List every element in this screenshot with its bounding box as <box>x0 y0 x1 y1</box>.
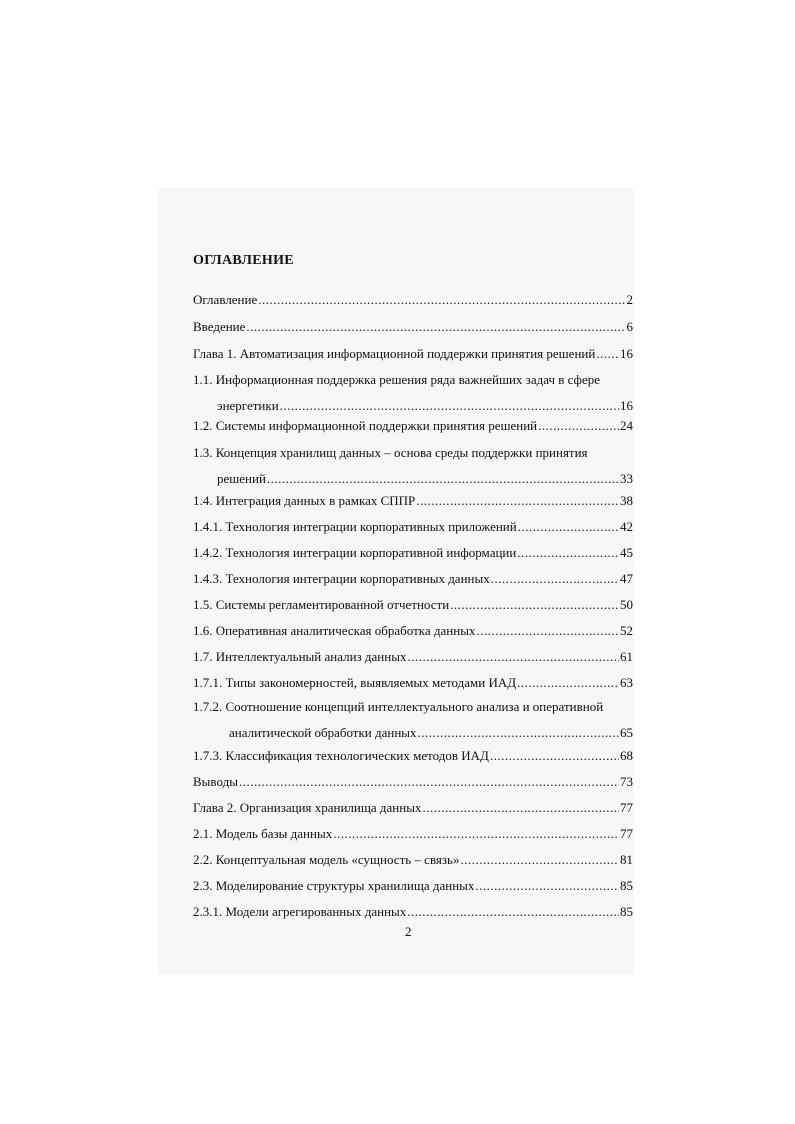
toc-entry-title: 1.4. Интеграция данных в рамках СППР <box>193 493 416 508</box>
toc-entry-page: 85 <box>620 878 633 893</box>
toc-entry-page: 42 <box>620 519 633 534</box>
toc-entry[interactable] <box>193 769 633 795</box>
toc-entry[interactable] <box>193 367 633 419</box>
toc-entry-title: 1.4.2. Технология интеграции корпоративной информации <box>193 545 517 560</box>
toc-entry-title-line1: 1.1. Информационная поддержка решения ряда важнейших задач в сфере <box>193 372 601 387</box>
toc-entry-page: 45 <box>620 545 633 560</box>
toc-entry[interactable] <box>193 694 633 746</box>
toc-entry-page: 73 <box>620 774 633 789</box>
leader-dots <box>460 847 619 873</box>
leader-dots <box>517 540 619 566</box>
toc-entry-title: Глава 1. Автоматизация информационной поддержки принятия решений <box>193 346 596 361</box>
toc-entry-page: 85 <box>620 904 633 919</box>
leader-dots <box>246 314 625 340</box>
toc-entry-page: 6 <box>626 319 633 334</box>
toc-entry[interactable] <box>193 847 633 873</box>
toc-entry-title: 1.2. Системы информационной поддержки принятия решений <box>193 418 538 433</box>
toc-entry-title: 1.6. Оперативная аналитическая обработка данных <box>193 623 476 638</box>
toc-entry-title: Оглавление <box>193 292 258 307</box>
toc-entry-title: 1.4.3. Технология интеграции корпоративных данных <box>193 571 490 586</box>
leader-dots <box>538 413 619 439</box>
toc-entry-title: 2.2. Концептуальная модель «сущность – связь» <box>193 852 460 867</box>
toc-entry-title: 1.7.3. Классификация технологических методов ИАД <box>193 748 489 763</box>
toc-entry-page: 52 <box>620 623 633 638</box>
page-number: 2 <box>405 924 412 939</box>
toc-entry-title: 2.1. Модель базы данных <box>193 826 333 841</box>
toc-entry-page: 38 <box>620 493 633 508</box>
toc-entry-title: Введение <box>193 319 246 334</box>
toc-entry-page: 81 <box>620 852 633 867</box>
toc-entry-page: 77 <box>620 826 633 841</box>
toc-entry-title: 1.4.1. Технология интеграции корпоративных приложений <box>193 519 517 534</box>
leader-dots <box>490 743 619 769</box>
toc-entry[interactable] <box>193 314 633 340</box>
toc-entry[interactable] <box>193 795 633 821</box>
toc-entry-title: 2.3.1. Модели агрегированных данных <box>193 904 407 919</box>
toc-entry-title-line1: 1.7.2. Соотношение концепций интеллектуального анализа и оперативной <box>193 699 604 714</box>
toc-entry-title: Выводы <box>193 774 238 789</box>
toc-entry[interactable] <box>193 821 633 847</box>
leader-dots <box>333 821 619 847</box>
toc-entry[interactable] <box>193 644 633 670</box>
toc-entry-title: 1.7. Интеллектуальный анализ данных <box>193 649 407 664</box>
toc-entry-page: 68 <box>620 748 633 763</box>
toc-entry-title: 1.5. Системы регламентированной отчетности <box>193 597 450 612</box>
toc-entry[interactable] <box>193 670 633 696</box>
toc-entry[interactable] <box>193 514 633 540</box>
toc-entry-page: 63 <box>620 675 633 690</box>
toc-entry[interactable] <box>193 592 633 618</box>
leader-dots <box>407 899 619 925</box>
leader-dots <box>407 644 619 670</box>
toc-entry-title: 1.7.1. Типы закономерностей, выявляемых методами ИАД <box>193 675 517 690</box>
leader-dots <box>416 488 619 514</box>
toc-entry[interactable] <box>193 341 633 367</box>
toc-heading: ОГЛАВЛЕНИЕ <box>193 253 294 268</box>
toc-entry[interactable] <box>193 488 633 514</box>
leader-dots <box>518 514 619 540</box>
toc-entry-page: 2 <box>626 292 633 307</box>
toc-entry-page: 33 <box>620 471 633 486</box>
toc-entry-page: 61 <box>620 649 633 664</box>
leader-dots <box>239 769 619 795</box>
toc-entry-page: 77 <box>620 800 633 815</box>
toc-entry-page: 16 <box>620 398 633 413</box>
toc-entry[interactable] <box>193 743 633 769</box>
toc-entry-page: 47 <box>620 571 633 586</box>
toc-entry[interactable] <box>193 873 633 899</box>
toc-entry-page: 50 <box>620 597 633 612</box>
toc-entry-title: Глава 2. Организация хранилища данных <box>193 800 422 815</box>
leader-dots <box>517 670 619 696</box>
leader-dots <box>475 873 619 899</box>
toc-entry-page: 24 <box>620 418 633 433</box>
toc-entry-title: 2.3. Моделирование структуры хранилища данных <box>193 878 475 893</box>
leader-dots <box>422 795 619 821</box>
toc-entry[interactable] <box>193 618 633 644</box>
leader-dots <box>596 341 619 367</box>
leader-dots <box>476 618 619 644</box>
toc-entry[interactable] <box>193 287 633 313</box>
toc-entry-page: 65 <box>620 725 633 740</box>
leader-dots <box>491 566 619 592</box>
toc-entry[interactable] <box>193 566 633 592</box>
toc-entry-title: решений <box>217 471 266 486</box>
leader-dots <box>450 592 619 618</box>
toc-entry[interactable] <box>193 413 633 439</box>
toc-entry[interactable] <box>193 899 633 925</box>
toc-entry-title-line1: 1.3. Концепция хранилищ данных – основа среды поддержки принятия <box>193 445 588 460</box>
toc-entry-title: энергетики <box>217 398 279 413</box>
toc-entry[interactable] <box>193 540 633 566</box>
toc-entry-page: 16 <box>620 346 633 361</box>
toc-entry-title: аналитической обработки данных <box>229 725 417 740</box>
leader-dots <box>258 287 625 313</box>
toc-entry[interactable] <box>193 440 633 492</box>
